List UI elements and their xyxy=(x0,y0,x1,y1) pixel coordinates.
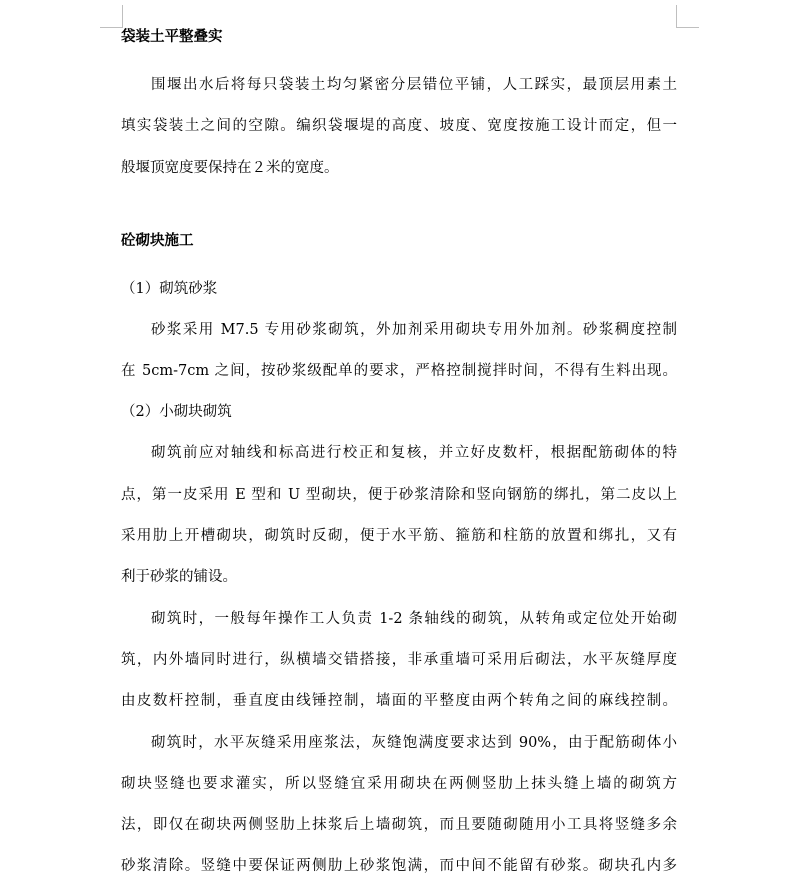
paragraph-bagged-soil xyxy=(121,63,677,187)
paragraph-mortar xyxy=(121,308,677,391)
crop-mark-top-right xyxy=(676,5,699,28)
text-line: 砂浆清除。竖缝中要保证两侧肋上砂浆饱满，而中间不能留有砂浆。砌块孔内多 xyxy=(121,858,677,875)
text-line: 采用肋上开槽砌块，砌筑时反砌，便于水平筋、箍筋和柱筋的放置和绑扎，又有 xyxy=(121,528,677,545)
document-body[interactable] xyxy=(121,22,677,886)
text-line: 砌块竖缝也要求灌实，所以竖缝宜采用砌块在两侧竖肋上抹头缝上墙的砌筑方 xyxy=(121,775,677,792)
paragraph-masonry-process xyxy=(121,597,677,721)
text-line: 填实袋装土之间的空隙。编织袋堰堤的高度、坡度、宽度按施工设计而定，但一 xyxy=(121,118,677,135)
paragraph-preparation xyxy=(121,431,677,596)
text-line: 筑，内外墙同时进行，纵横墙交错搭接，非承重墙可采用后砌法，水平灰缝厚度 xyxy=(121,651,677,668)
text-line: 般堰顶宽度要保持在２米的宽度。 xyxy=(121,159,339,176)
text-line: 砌筑时，一般每年操作工人负责 1-2 条轴线的砌筑，从转角或定位处开始砌 xyxy=(151,610,677,627)
text-line: 在 5cm-7cm 之间，按砂浆级配单的要求，严格控制搅拌时间，不得有生料出现。 xyxy=(121,363,677,380)
text-line: 法，即仅在砌块两侧竖肋上抹浆后上墙砌筑，而且要随砌随用小工具将竖缝多余 xyxy=(121,817,677,834)
paragraph-mortar-joints xyxy=(121,721,677,886)
section-heading-block-construction: 砼砌块施工 xyxy=(121,232,194,249)
text-line: 围堰出水后将每只袋装土均匀紧密分层错位平铺，人工踩实，最顶层用素土 xyxy=(151,77,677,93)
subheading-mortar: （1）砌筑砂浆 xyxy=(121,280,218,297)
text-line: 砂浆采用 M7.5 专用砂浆砌筑，外加剂采用砌块专用外加剂。砂浆稠度控制 xyxy=(151,321,677,338)
crop-mark-top-left xyxy=(100,5,123,28)
text-line: 利于砂浆的铺设。 xyxy=(121,569,237,586)
text-line: 由皮数杆控制，垂直度由线锤控制，墙面的平整度由两个转角之间的麻线控制。 xyxy=(121,693,677,710)
section-heading-bagged-soil: 袋装土平整叠实 xyxy=(121,29,223,45)
subheading-block-masonry: （2）小砌块砌筑 xyxy=(121,404,232,421)
text-line: 砌筑时，水平灰缝采用座浆法，灰缝饱满度要求达到 90%，由于配筋砌体小 xyxy=(151,734,677,751)
text-line: 点，第一皮采用 E 型和 U 型砌块，便于砂浆清除和竖向钢筋的绑扎，第二皮以上 xyxy=(121,486,677,503)
text-line: 砌筑前应对轴线和标高进行校正和复核，并立好皮数杆，根据配筋砌体的特 xyxy=(151,445,677,462)
